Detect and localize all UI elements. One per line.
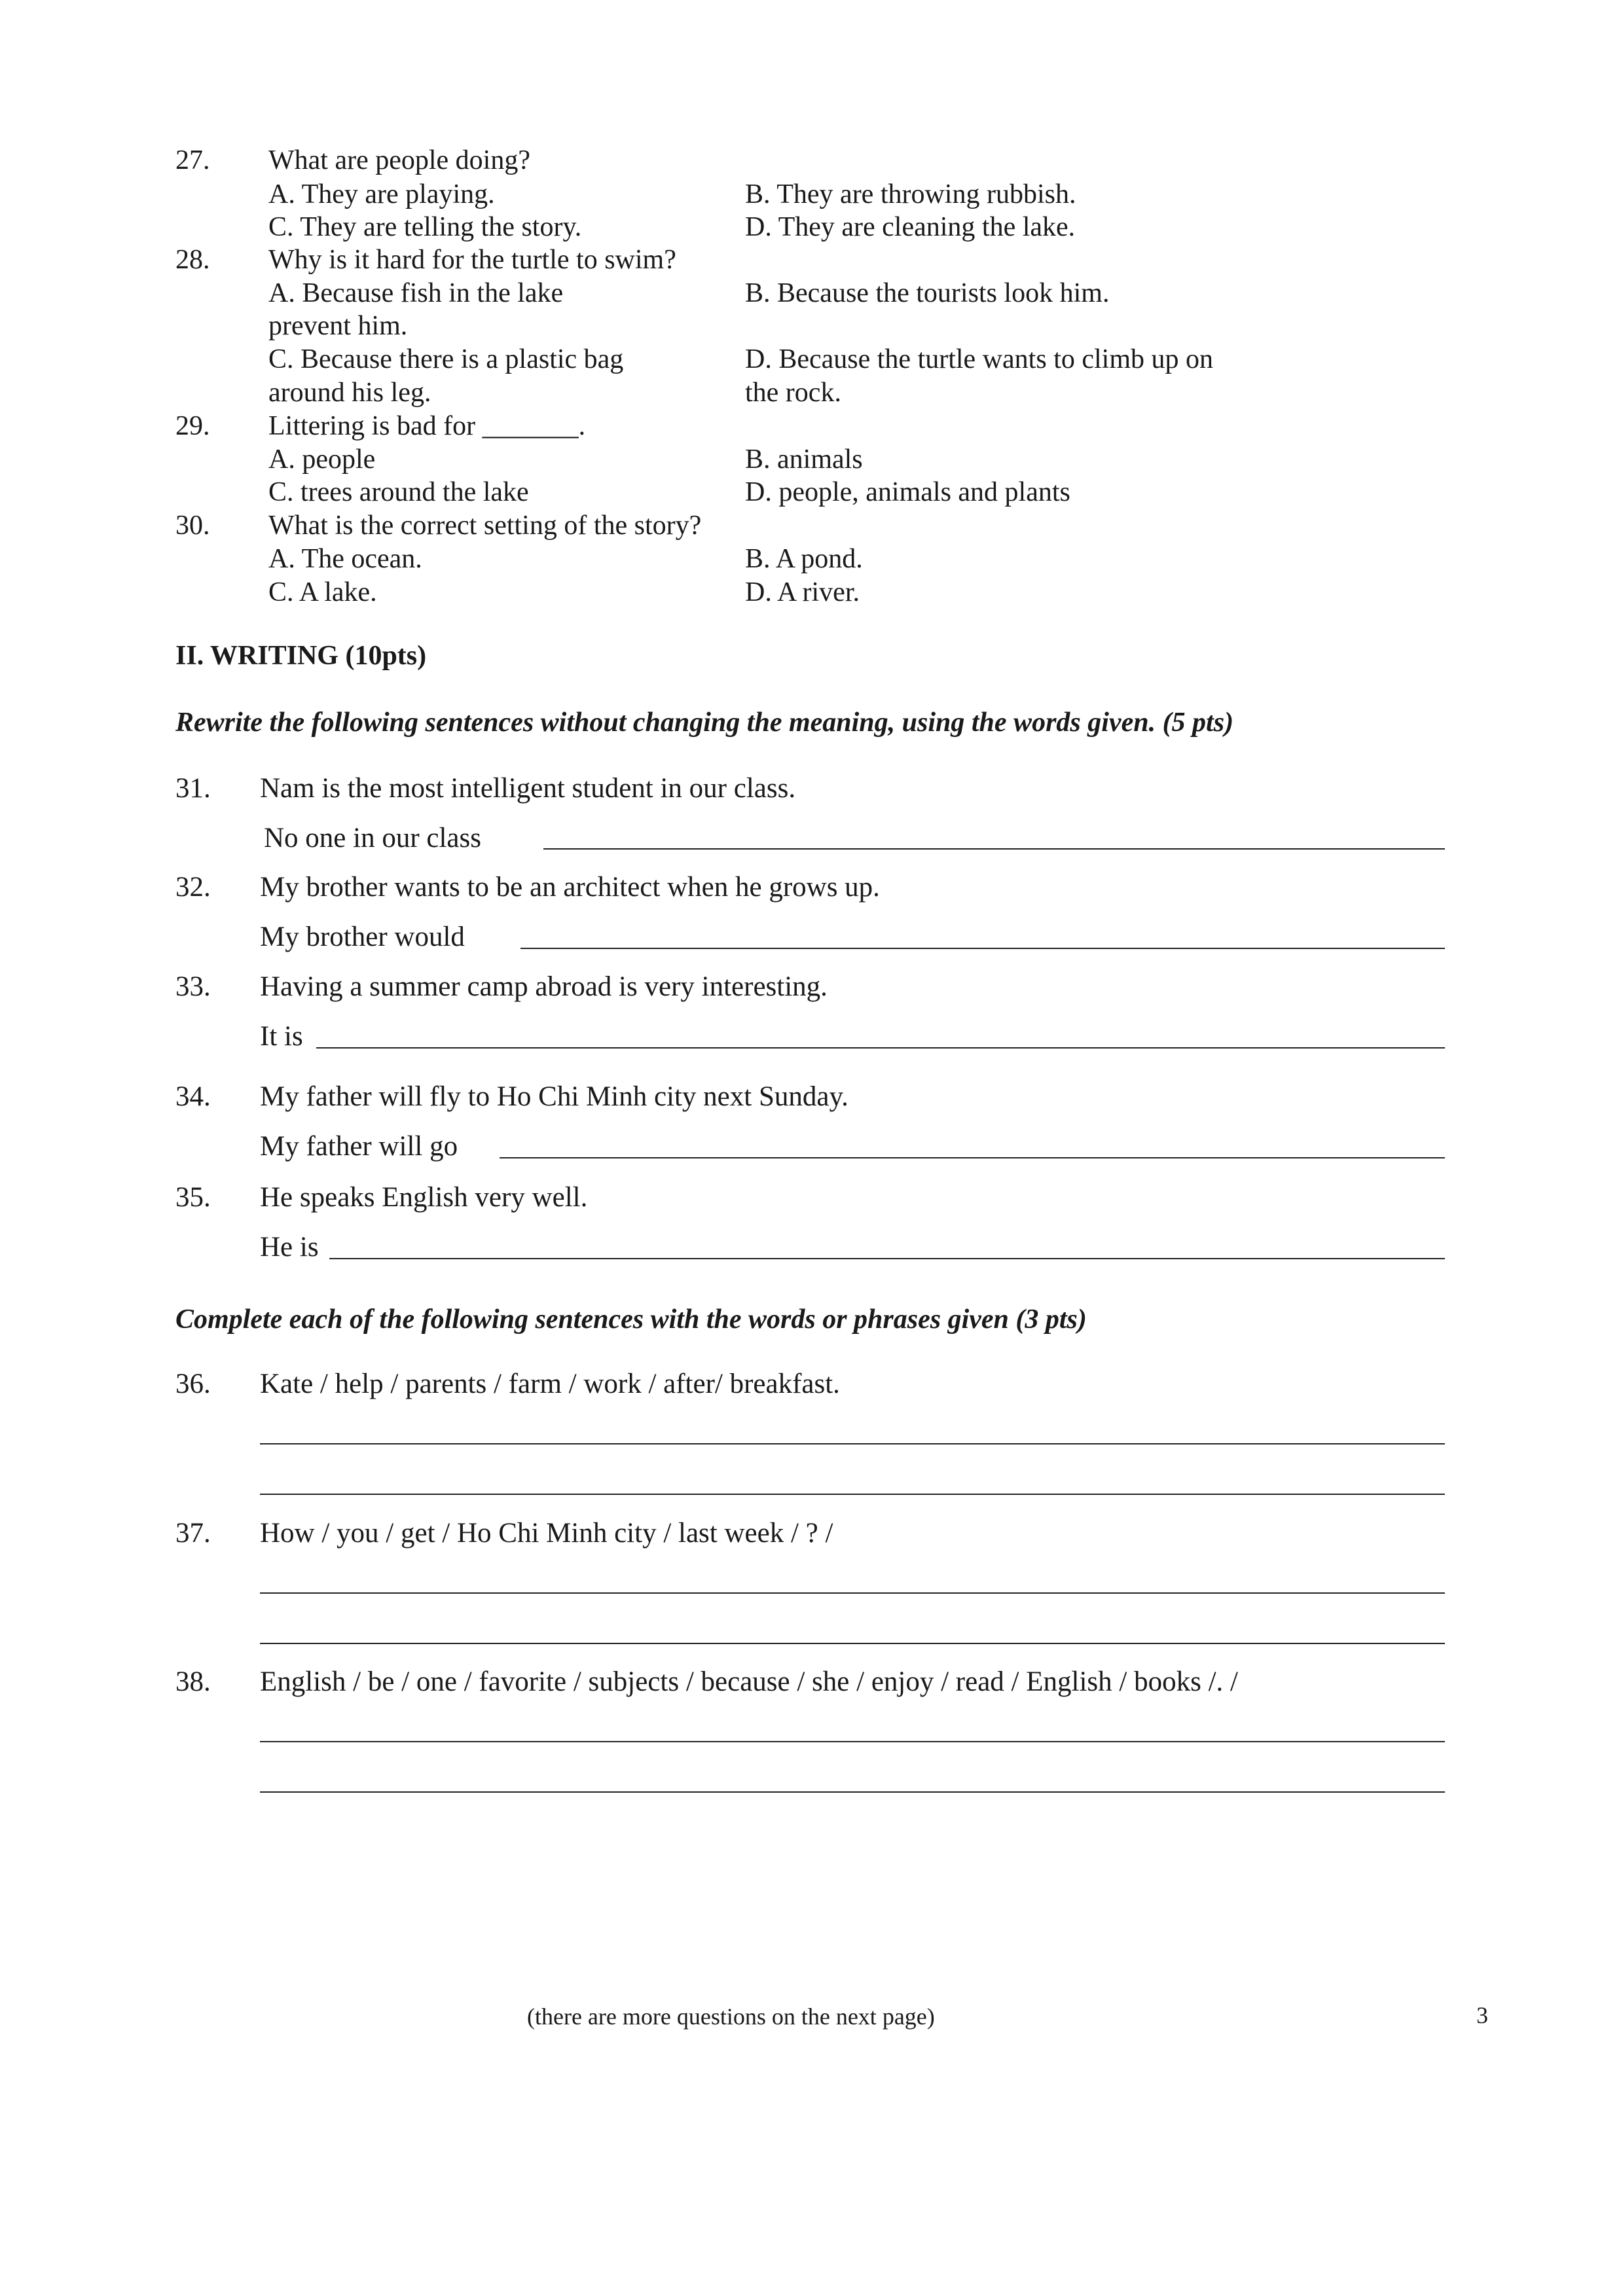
- option-d: D. A river.: [745, 577, 860, 607]
- question-number: 38.: [175, 1666, 211, 1697]
- rewrite-prompt: No one in our class: [264, 823, 481, 853]
- question-number: 30.: [175, 511, 210, 541]
- rewrite-sentence: He speaks English very well.: [260, 1182, 588, 1213]
- question-text: What is the correct setting of the story?: [268, 511, 702, 541]
- rewrite-prompt: He is: [260, 1232, 319, 1263]
- option-d: D. They are cleaning the lake.: [745, 212, 1076, 242]
- rewrite-sentence: Having a summer camp abroad is very interesting.: [260, 971, 828, 1002]
- option-c: C. Because there is a plastic bag: [268, 344, 624, 374]
- footer-note: (there are more questions on the next page): [527, 2003, 935, 2030]
- question-text: Littering is bad for _______.: [268, 411, 586, 441]
- question-number: 37.: [175, 1518, 211, 1549]
- answer-line[interactable]: [260, 1592, 1445, 1594]
- question-text: What are people doing?: [268, 145, 530, 175]
- question-number: 35.: [175, 1182, 211, 1213]
- option-b: B. A pond.: [745, 544, 863, 574]
- answer-line[interactable]: [260, 1443, 1445, 1444]
- question-number: 32.: [175, 872, 211, 903]
- question-number: 28.: [175, 245, 210, 275]
- option-c-continued: around his leg.: [268, 378, 431, 408]
- option-a: A. The ocean.: [268, 544, 422, 574]
- option-b: B. Because the tourists look him.: [745, 278, 1110, 308]
- answer-line[interactable]: [316, 1047, 1445, 1049]
- question-text: Why is it hard for the turtle to swim?: [268, 245, 676, 275]
- complete-cue: Kate / help / parents / farm / work / after/ breakfast.: [260, 1369, 840, 1399]
- answer-line[interactable]: [260, 1643, 1445, 1644]
- option-a-continued: prevent him.: [268, 311, 408, 341]
- option-a: A. Because fish in the lake: [268, 278, 564, 308]
- option-d: D. Because the turtle wants to climb up on: [745, 344, 1214, 374]
- answer-line[interactable]: [260, 1741, 1445, 1742]
- rewrite-sentence: Nam is the most intelligent student in our class.: [260, 773, 796, 804]
- rewrite-prompt: It is: [260, 1021, 303, 1052]
- rewrite-instruction: Rewrite the following sentences without changing the meaning, using the words given. (5 pts): [175, 708, 1234, 738]
- option-b: B. animals: [745, 444, 863, 475]
- option-b: B. They are throwing rubbish.: [745, 179, 1076, 209]
- question-number: 29.: [175, 411, 210, 441]
- complete-cue: English / be / one / favorite / subjects / because / she / enjoy / read / English / books /. /: [260, 1666, 1238, 1697]
- option-a: A. people: [268, 444, 376, 475]
- answer-line[interactable]: [500, 1157, 1445, 1158]
- rewrite-prompt: My brother would: [260, 922, 465, 952]
- rewrite-sentence: My father will fly to Ho Chi Minh city next Sunday.: [260, 1081, 848, 1112]
- question-number: 33.: [175, 971, 211, 1002]
- question-number: 31.: [175, 773, 211, 804]
- rewrite-sentence: My brother wants to be an architect when he grows up.: [260, 872, 880, 903]
- rewrite-prompt: My father will go: [260, 1131, 458, 1162]
- answer-line[interactable]: [260, 1791, 1445, 1793]
- question-number: 27.: [175, 145, 210, 175]
- page-number: 3: [1476, 2002, 1488, 2028]
- option-d-continued: the rock.: [745, 378, 841, 408]
- option-c: C. A lake.: [268, 577, 377, 607]
- answer-line[interactable]: [543, 848, 1445, 850]
- option-a: A. They are playing.: [268, 179, 495, 209]
- option-c: C. They are telling the story.: [268, 212, 582, 242]
- question-number: 36.: [175, 1369, 211, 1399]
- section-heading: II. WRITING (10pts): [175, 641, 427, 671]
- question-number: 34.: [175, 1081, 211, 1112]
- option-c: C. trees around the lake: [268, 477, 529, 507]
- answer-line[interactable]: [260, 1494, 1445, 1495]
- option-d: D. people, animals and plants: [745, 477, 1070, 507]
- complete-instruction: Complete each of the following sentences with the words or phrases given (3 pts): [175, 1304, 1087, 1335]
- answer-line[interactable]: [520, 948, 1445, 949]
- complete-cue: How / you / get / Ho Chi Minh city / last week / ? /: [260, 1518, 833, 1549]
- answer-line[interactable]: [329, 1258, 1445, 1259]
